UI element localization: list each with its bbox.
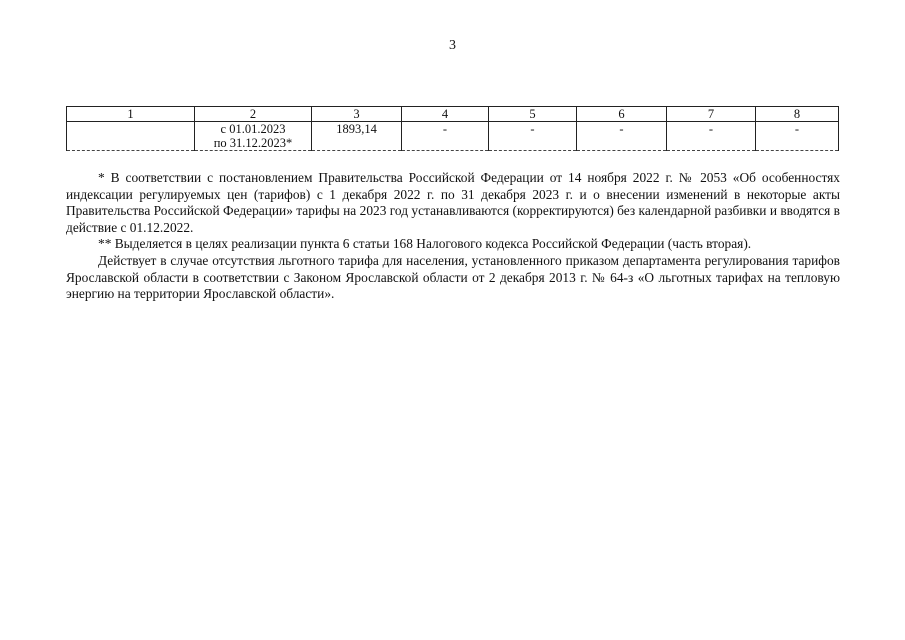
table-cell-period bbox=[195, 122, 312, 151]
table-header-cell: 6 bbox=[577, 107, 667, 122]
footnote-double-asterisk: ** Выделяется в целях реализации пункта 6 статьи 168 Налогового кодекса Российской Федерации (часть вторая). bbox=[98, 236, 752, 252]
table-cell-col6: - bbox=[577, 122, 667, 151]
footnote-preferential-tariff: Действует в случае отсутствия льготного тарифа для населения, установленного приказом департамента регулирования тарифов Ярославской области в соответствии с Законом Ярославской области от 2 декабря 2013 г. № 64-з «О льготных тарифах на тепловую энергию на территории Ярославской области». bbox=[66, 252, 840, 302]
table-cell-col7: - bbox=[667, 122, 756, 151]
table-cell-col5: - bbox=[489, 122, 577, 151]
table-header-cell: 1 bbox=[67, 107, 195, 122]
table-header-cell: 2 bbox=[195, 107, 312, 122]
footnotes bbox=[66, 170, 840, 303]
page-number: 3 bbox=[449, 38, 456, 53]
table-header-cell: 8 bbox=[756, 107, 839, 122]
period-end: по 31.12.2023* bbox=[213, 136, 293, 150]
table-row bbox=[67, 122, 839, 151]
table-header-cell: 3 bbox=[312, 107, 402, 122]
table-header-row bbox=[67, 107, 839, 122]
table-cell-col8: - bbox=[756, 122, 839, 151]
table-header-cell: 5 bbox=[489, 107, 577, 122]
footnote-single-asterisk: * В соответствии с постановлением Правительства Российской Федерации от 14 ноября 2022 г. № 2053 «Об особенностях индексации регулируемых цен (тарифов) с 1 декабря 2022 г. по 31 декабря 2023 г. и о внесении изменений в некоторые акты Правительства Российской Федерации» тарифы на 2023 год устанавливаются (корректируются) без календарной разбивки и вводятся в действие с 01.12.2022. bbox=[66, 170, 840, 235]
table-cell-tariff-value: 1893,14 bbox=[312, 122, 402, 151]
table-header-cell: 4 bbox=[402, 107, 489, 122]
period-start: с 01.01.2023 bbox=[220, 122, 286, 136]
table-cell-col1 bbox=[67, 122, 195, 151]
table-cell-col4: - bbox=[402, 122, 489, 151]
tariff-table bbox=[66, 106, 839, 151]
table-header-cell: 7 bbox=[667, 107, 756, 122]
